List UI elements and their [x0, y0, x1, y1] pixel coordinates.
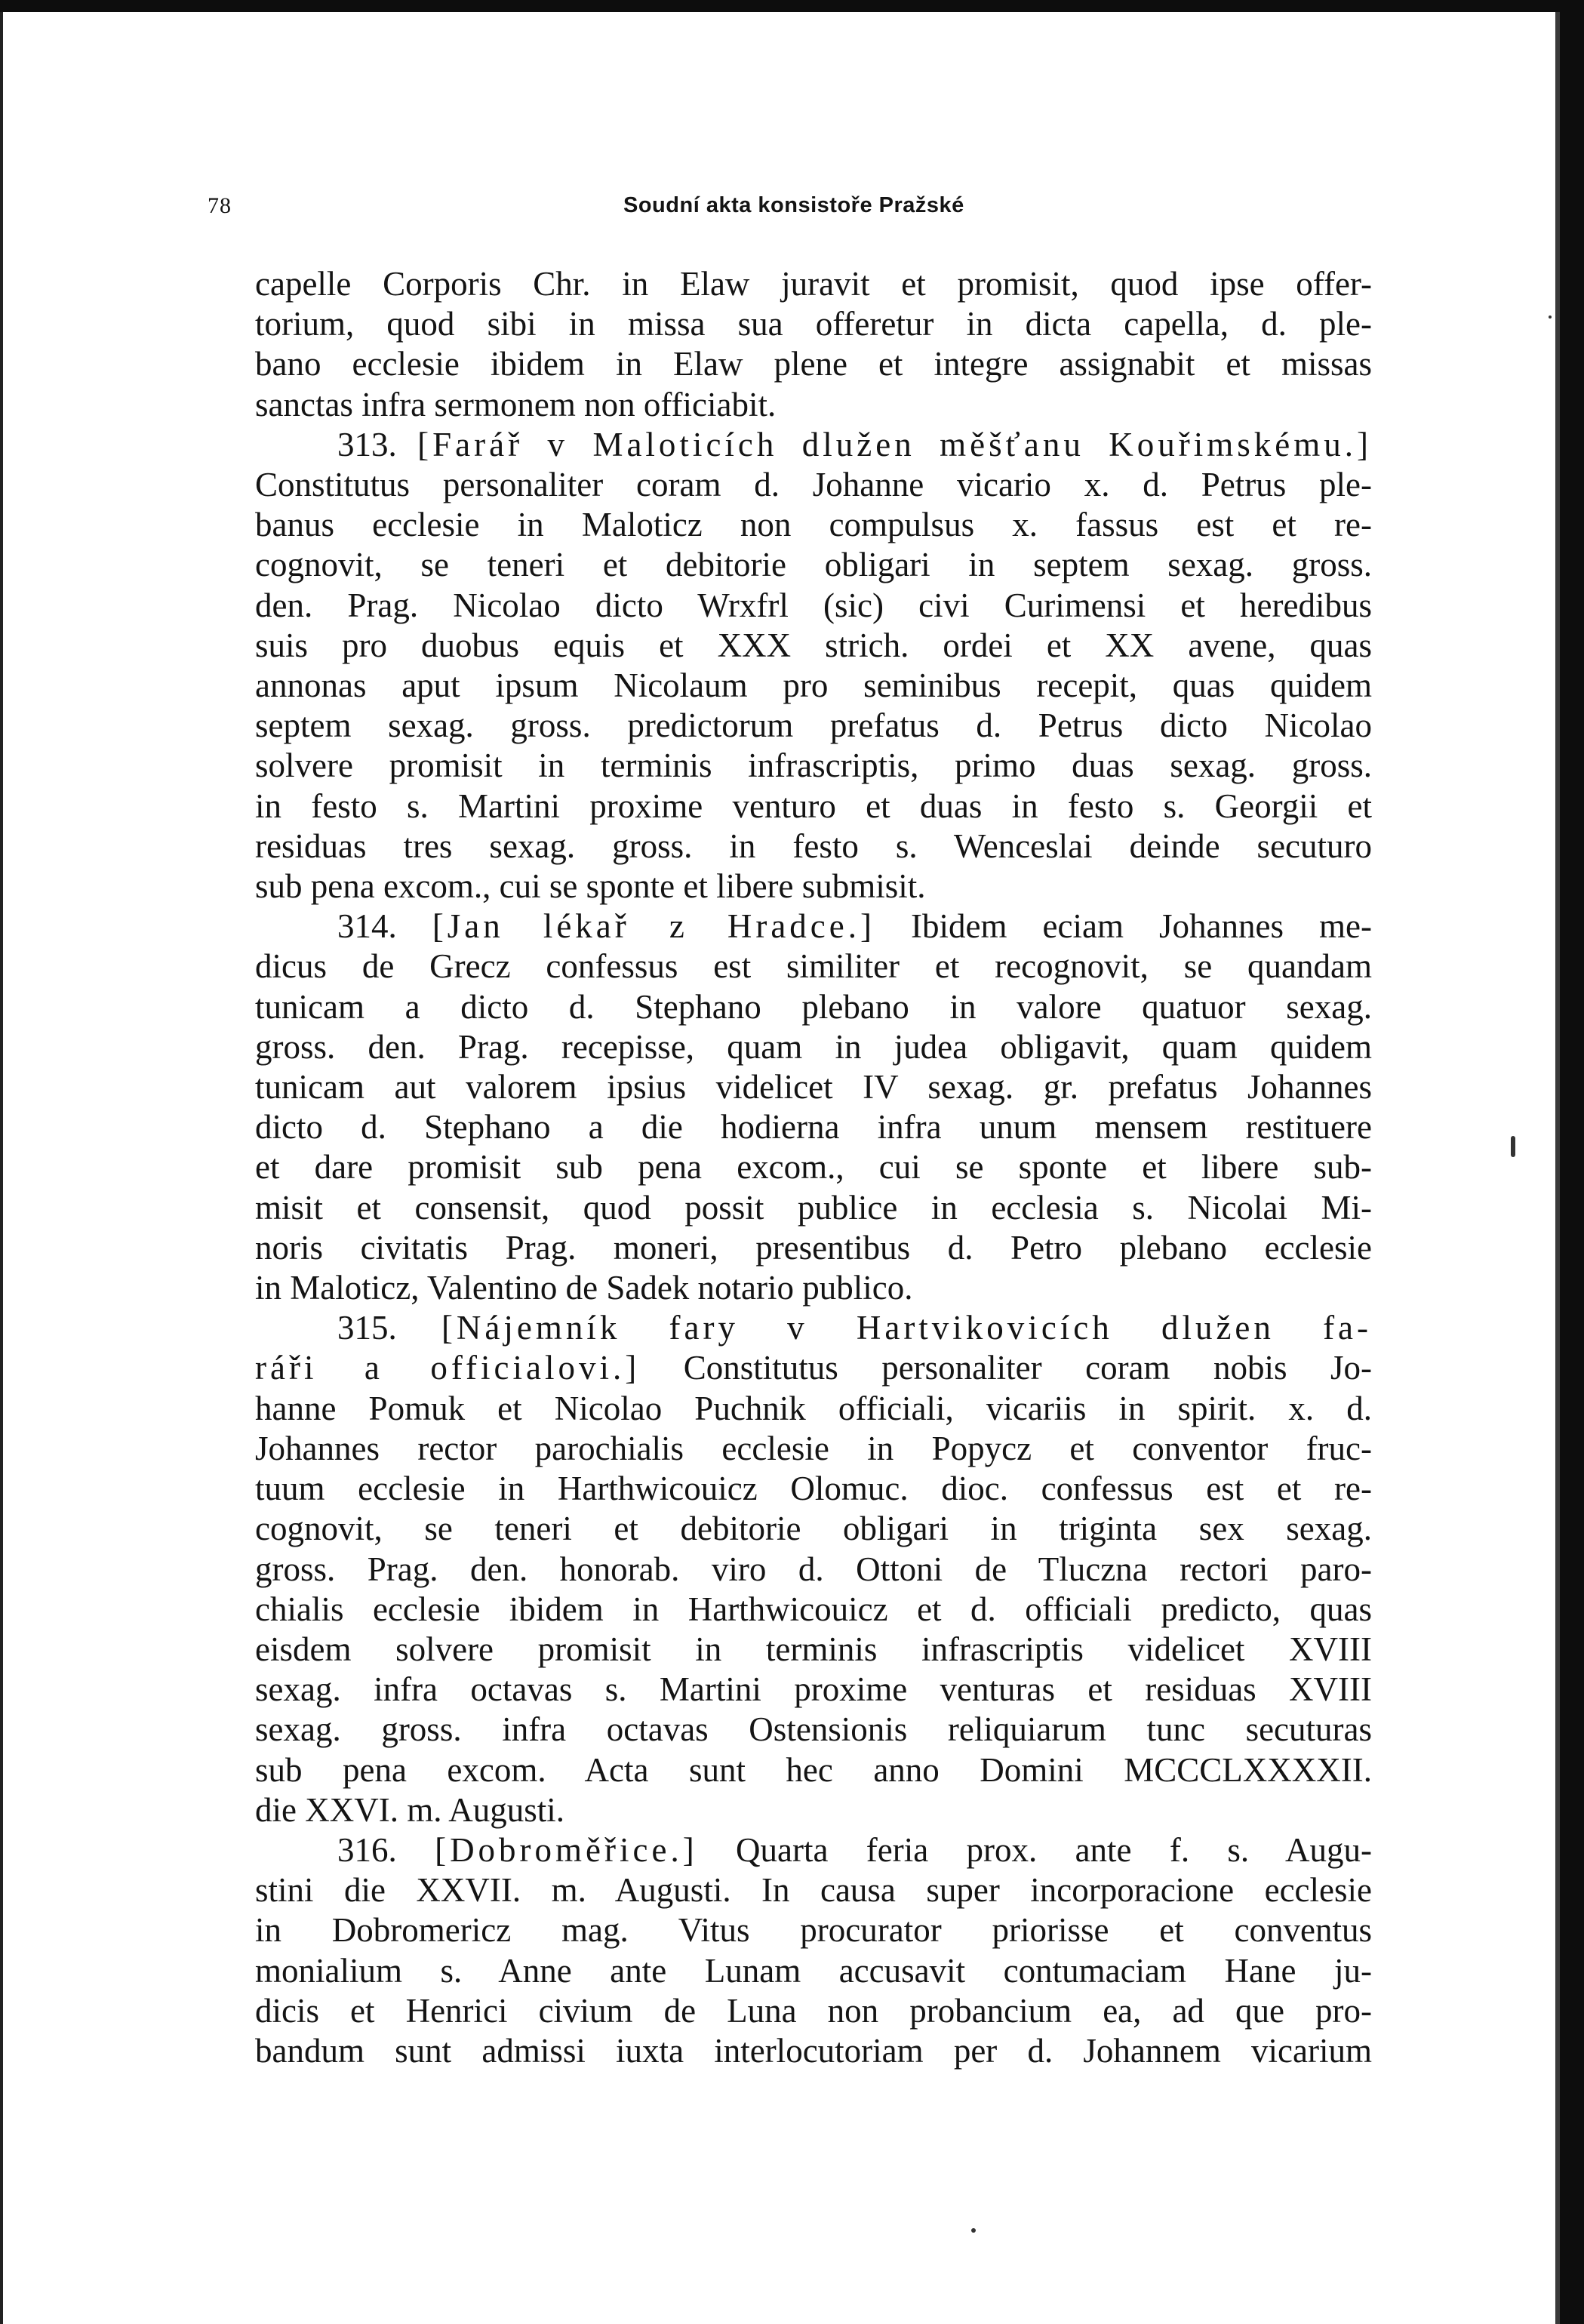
text-line [255, 1670, 1372, 1710]
text-segment: tunicam a dicto d. Stephano plebano in valore quatuor sexag. [255, 987, 1372, 1026]
text-segment: septem sexag. gross. predictorum prefatus d. Petrus dicto Nicolao [255, 706, 1372, 745]
text-line [255, 1348, 1372, 1388]
text-line [255, 1107, 1372, 1147]
text-line [255, 1951, 1372, 1991]
text-line [255, 505, 1372, 545]
text-line [255, 1991, 1372, 2031]
text-segment: capelle Corporis Chr. in Elaw juravit et promisit, quod ipse offer- [255, 265, 1372, 303]
text-line [255, 425, 1372, 465]
text-segment: Ibidem eciam Johannes me- [875, 907, 1373, 946]
text-segment: annonas aput ipsum Nicolaum pro seminibus recepit, quas quidem [255, 666, 1372, 705]
text-line [255, 1147, 1372, 1187]
entry-heading: [Jan lékař z Hradce.] [432, 907, 875, 946]
text-segment: chialis ecclesie ibidem in Harthwicouicz et d. officiali predicto, quas [255, 1590, 1372, 1628]
text-segment: banus ecclesie in Maloticz non compulsus x. fassus est et re- [255, 506, 1372, 544]
text-line [255, 1509, 1372, 1549]
text-line [255, 786, 1372, 826]
text-line [255, 907, 1372, 947]
scan-border-top [0, 0, 1584, 12]
text-line [255, 1550, 1372, 1590]
text-line [255, 706, 1372, 746]
text-line [255, 626, 1372, 666]
text-segment: residuas tres sexag. gross. in festo s. Wenceslai deinde secuturo [255, 826, 1372, 865]
scan-speck [1549, 316, 1552, 319]
text-segment: monialium s. Anne ante Lunam accusavit contumaciam Hane ju- [255, 1951, 1372, 1990]
text-line [255, 264, 1372, 304]
text-line [255, 1308, 1372, 1348]
text-segment: et dare promisit sub pena excom., cui se sponte et libere sub- [255, 1148, 1372, 1187]
text-segment: dicto d. Stephano a die hodierna infra unum mensem restituere [255, 1108, 1372, 1147]
text-line [255, 987, 1372, 1027]
text-line [255, 1188, 1372, 1228]
scan-border-right-shadow [1555, 12, 1560, 2324]
text-segment: bandum sunt admissi iuxta interlocutoriam per d. Johannem vicarium [255, 2031, 1372, 2070]
text-segment: cognovit, se teneri et debitorie obligari in septem sexag. gross. [255, 546, 1372, 584]
text-line [255, 1228, 1372, 1268]
running-title: Soudní akta konsistoře Pražské [623, 193, 964, 217]
text-segment: gross. den. Prag. recepisse, quam in judea obligavit, quam quidem [255, 1027, 1372, 1066]
text-line [255, 1750, 1372, 1790]
text-segment: Johannes rector parochialis ecclesie in Popycz et conventor fruc- [255, 1429, 1372, 1467]
text-segment: Quarta feria prox. ante f. s. Augu- [697, 1830, 1372, 1869]
text-segment: gross. Prag. den. honorab. viro d. Ottoni de Tluczna rectori paro- [255, 1550, 1372, 1588]
text-line [255, 1590, 1372, 1630]
text-segment: torium, quod sibi in missa sua offeretur in dicta capella, d. ple- [255, 305, 1372, 343]
text-line [255, 1710, 1372, 1750]
scan-border-left [0, 12, 3, 2324]
text-line [255, 1830, 1372, 1870]
text-segment: Constitutus personaliter coram nobis Jo- [640, 1349, 1372, 1387]
text-line [255, 586, 1372, 626]
scan-border-right [1560, 0, 1584, 2324]
text-segment: noris civitatis Prag. moneri, presentibus d. Petro plebano ecclesie [255, 1228, 1372, 1267]
text-line [255, 866, 1372, 907]
text-line [255, 1389, 1372, 1429]
text-segment: sexag. infra octavas s. Martini proxime venturas et residuas XVIII [255, 1670, 1372, 1709]
text-segment: sexag. gross. infra octavas Ostensionis reliquiarum tunc secuturas [255, 1710, 1372, 1749]
text-line [255, 1469, 1372, 1509]
text-line [255, 947, 1372, 987]
text-line [255, 465, 1372, 505]
text-segment: in festo s. Martini proxime venturo et duas in festo s. Georgii et [255, 786, 1372, 825]
scan-speck [971, 2228, 976, 2233]
text-segment: 316. [337, 1830, 435, 1869]
text-segment: stini die XXVII. m. Augusti. In causa super incorporacione ecclesie [255, 1871, 1372, 1910]
text-segment: bano ecclesie ibidem in Elaw plene et integre assignabit et missas [255, 345, 1372, 383]
text-segment: sub pena excom., cui se sponte et libere submisit. [255, 867, 926, 906]
entry-heading: ráři a officialovi.] [255, 1349, 641, 1387]
entry-heading: [Dobroměřice.] [435, 1830, 698, 1869]
scan-speck [1511, 1136, 1515, 1157]
text-segment: tunicam aut valorem ipsius videlicet IV sexag. gr. prefatus Johannes [255, 1068, 1372, 1107]
text-segment: 315. [337, 1309, 441, 1347]
text-segment: dicis et Henrici civium de Luna non probancium ea, ad que pro- [255, 1991, 1372, 2030]
entry-heading: [Farář v Maloticích dlužen měšťanu Kouřimskému.] [417, 425, 1372, 463]
text-segment: suis pro duobus equis et XXX strich. ordei et XX avene, quas [255, 626, 1372, 664]
text-segment: hanne Pomuk et Nicolao Puchnik officiali, vicariis in spirit. x. d. [255, 1389, 1372, 1427]
text-segment: 314. [337, 907, 432, 946]
text-line [255, 1870, 1372, 1910]
text-segment: den. Prag. Nicolao dicto Wrxfrl (sic) civi Curimensi et heredibus [255, 586, 1372, 624]
text-line [255, 1790, 1372, 1830]
text-segment: eisdem solvere promisit in terminis infrascriptis videlicet XVIII [255, 1630, 1372, 1668]
main-text [255, 264, 1372, 2071]
text-segment: 313. [337, 425, 418, 463]
text-line [255, 344, 1372, 384]
text-line [255, 304, 1372, 344]
text-segment: Constitutus personaliter coram d. Johanne vicario x. d. Petrus ple- [255, 466, 1372, 504]
text-segment: misit et consensit, quod possit publice in ecclesia s. Nicolai Mi- [255, 1188, 1372, 1227]
text-line [255, 1429, 1372, 1469]
text-line [255, 826, 1372, 866]
text-line [255, 385, 1372, 425]
text-segment: die XXVI. m. Augusti. [255, 1790, 564, 1829]
page-number: 78 [208, 193, 232, 218]
text-segment: sub pena excom. Acta sunt hec anno Domini MCCCLXXXXII. [255, 1750, 1372, 1789]
text-line [255, 1268, 1372, 1308]
text-line [255, 746, 1372, 786]
text-line [255, 1910, 1372, 1950]
text-segment: dicus de Grecz confessus est similiter et recognovit, se quandam [255, 947, 1372, 986]
text-segment: in Dobromericz mag. Vitus procurator priorisse et conventus [255, 1911, 1372, 1950]
text-line [255, 1067, 1372, 1107]
text-line [255, 2031, 1372, 2071]
text-line [255, 1027, 1372, 1067]
text-segment: in Maloticz, Valentino de Sadek notario publico. [255, 1269, 913, 1307]
text-line [255, 666, 1372, 706]
text-segment: solvere promisit in terminis infrascriptis, primo duas sexag. gross. [255, 746, 1372, 785]
text-line [255, 1630, 1372, 1670]
text-line [255, 545, 1372, 585]
text-segment: tuum ecclesie in Harthwicouicz Olomuc. dioc. confessus est et re- [255, 1470, 1372, 1508]
text-segment: sanctas infra sermonem non officiabit. [255, 385, 777, 423]
text-segment: cognovit, se teneri et debitorie obligari in triginta sex sexag. [255, 1510, 1372, 1548]
entry-heading: [Nájemník fary v Hartvikovicích dlužen fa- [441, 1309, 1373, 1347]
